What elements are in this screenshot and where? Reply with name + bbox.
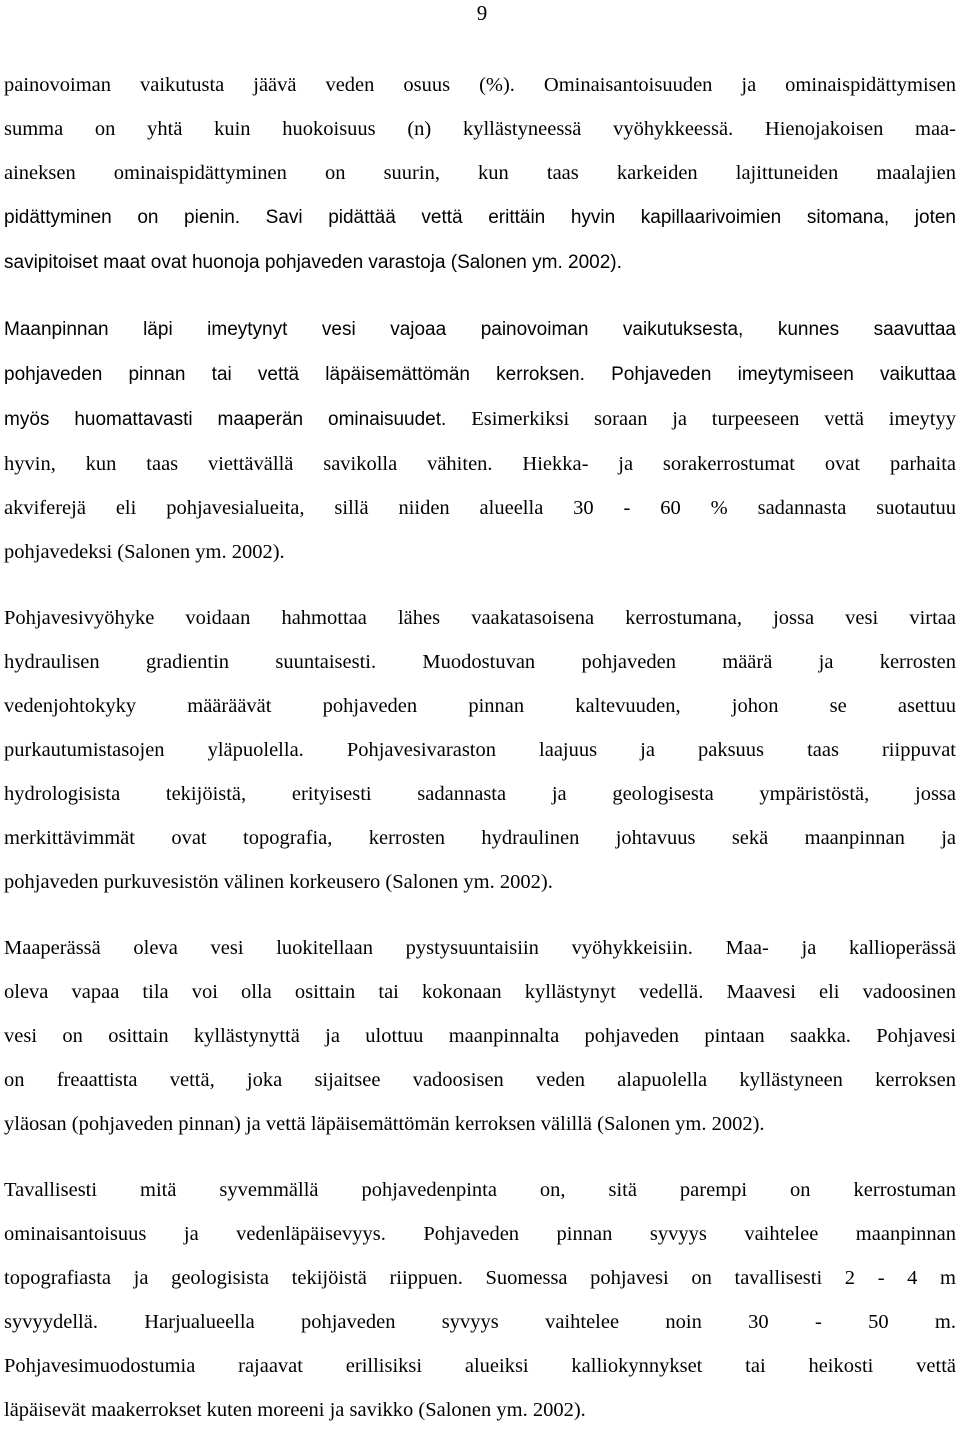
- text-segment: yläosan (pohjaveden pinnan) ja vettä läpäisemättömän kerroksen välillä (Salonen ym. 2002).: [4, 1113, 765, 1135]
- text-segment: vedenjohtokyky määräävät pohjaveden pinnan kaltevuuden, johon se asettuu: [4, 695, 956, 717]
- text-line: [4, 307, 956, 352]
- paragraph: [4, 307, 956, 574]
- text-segment: syvyydellä. Harjualueella pohjaveden syvyys vaihtelee noin 30 - 50 m.: [4, 1311, 956, 1333]
- text-line: [4, 860, 956, 904]
- text-line: [4, 1102, 956, 1146]
- document-body: [4, 63, 956, 1432]
- text-segment: oleva vapaa tila voi olla osittain tai kokonaan kyllästynyt vedellä. Maavesi eli vadoosinen: [4, 981, 956, 1003]
- text-line: [4, 1014, 956, 1058]
- text-segment: Maanpinnan läpi imeytynyt vesi vajoaa painovoiman vaikutuksesta, kunnes saavuttaa: [4, 319, 956, 340]
- text-line: [4, 926, 956, 970]
- text-line: [4, 684, 956, 728]
- text-segment: Pohjavesimuodostumia rajaavat erillisiksi alueiksi kalliokynnykset tai heikosti vettä: [4, 1355, 956, 1377]
- text-segment: savipitoiset maat ovat huonoja pohjaveden varastoja (Salonen ym. 2002).: [4, 252, 622, 273]
- text-line: [4, 970, 956, 1014]
- text-line: [4, 107, 956, 151]
- text-line: [4, 530, 956, 574]
- text-line: [4, 151, 956, 195]
- text-segment: ominaisantoisuus ja vedenläpäisevyys. Pohjaveden pinnan syvyys vaihtelee maanpinnan: [4, 1223, 956, 1245]
- text-segment: Maaperässä oleva vesi luokitellaan pystysuuntaisiin vyöhykkeisiin. Maa- ja kallioperässä: [4, 937, 956, 959]
- text-line: [4, 442, 956, 486]
- text-segment: Pohjavesivyöhyke voidaan hahmottaa lähes vaakatasoisena kerrostumana, jossa vesi virtaa: [4, 607, 956, 629]
- text-line: [4, 772, 956, 816]
- text-segment: hydraulisen gradientin suuntaisesti. Muodostuvan pohjaveden määrä ja kerrosten: [4, 651, 956, 673]
- text-line: [4, 486, 956, 530]
- text-segment: pohjavedeksi (Salonen ym. 2002).: [4, 541, 285, 563]
- text-line: [4, 240, 956, 285]
- text-segment: pidättyminen on pienin. Savi pidättää vettä erittäin hyvin kapillaarivoimien sitomana, joten: [4, 207, 956, 228]
- text-line: [4, 728, 956, 772]
- text-line: [4, 63, 956, 107]
- paragraph: [4, 596, 956, 904]
- text-line: [4, 397, 956, 442]
- text-segment: on freaattista vettä, joka sijaitsee vadoosisen veden alapuolella kyllästyneen kerroksen: [4, 1069, 956, 1091]
- text-line: [4, 1300, 956, 1344]
- text-line: [4, 1256, 956, 1300]
- text-segment: Tavallisesti mitä syvemmällä pohjavedenpinta on, sitä parempi on kerrostuman: [4, 1179, 956, 1201]
- text-line: [4, 352, 956, 397]
- text-segment: merkittävimmät ovat topografia, kerrosten hydraulinen johtavuus sekä maanpinnan ja: [4, 827, 956, 849]
- text-line: [4, 1212, 956, 1256]
- text-segment: purkautumistasojen yläpuolella. Pohjavesivaraston laajuus ja paksuus taas riippuvat: [4, 739, 956, 761]
- paragraph: [4, 926, 956, 1146]
- text-segment: aineksen ominaispidättyminen on suurin, kun taas karkeiden lajittuneiden maalajien: [4, 162, 956, 184]
- text-segment: Pohjaveden imeytymiseen vaikuttaa: [611, 364, 956, 385]
- text-segment: myös huomattavasti maaperän ominaisuudet.: [4, 409, 472, 430]
- text-line: [4, 1388, 956, 1432]
- page-number: 9: [476, 1, 488, 25]
- text-line: [4, 1168, 956, 1212]
- paragraph: [4, 63, 956, 285]
- text-line: [4, 596, 956, 640]
- text-line: [4, 195, 956, 240]
- text-segment: painovoiman vaikutusta jäävä veden osuus (%). Ominaisantoisuuden ja ominaispidättymisen: [4, 74, 956, 96]
- text-segment: summa on yhtä kuin huokoisuus (n) kyllästyneessä vyöhykkeessä. Hienojakoisen maa-: [4, 118, 956, 140]
- text-segment: Esimerkiksi soraan ja turpeeseen vettä imeytyy: [471, 408, 956, 430]
- text-segment: vesi on osittain kyllästynyttä ja ulottuu maanpinnalta pohjaveden pintaan saakka. Pohjavesi: [4, 1025, 956, 1047]
- text-line: [4, 816, 956, 860]
- text-segment: hyvin, kun taas viettävällä savikolla vähiten. Hiekka- ja sorakerrostumat ovat parhaita: [4, 453, 956, 475]
- text-segment: akviferejä eli pohjavesialueita, sillä niiden alueella 30 - 60 % sadannasta suotautuu: [4, 497, 956, 519]
- text-segment: läpäisevät maakerrokset kuten moreeni ja savikko (Salonen ym. 2002).: [4, 1399, 586, 1421]
- text-segment: hydrologisista tekijöistä, erityisesti sadannasta ja geologisesta ympäristöstä, jossa: [4, 783, 956, 805]
- text-segment: pohjaveden pinnan tai vettä läpäisemättömän kerroksen.: [4, 364, 612, 385]
- text-line: [4, 1344, 956, 1388]
- text-line: [4, 640, 956, 684]
- text-line: [4, 1058, 956, 1102]
- text-segment: pohjaveden purkuvesistön välinen korkeusero (Salonen ym. 2002).: [4, 871, 553, 893]
- paragraph: [4, 1168, 956, 1432]
- text-segment: topografiasta ja geologisista tekijöistä riippuen. Suomessa pohjavesi on tavallisesti 2 - 4 m: [4, 1267, 956, 1289]
